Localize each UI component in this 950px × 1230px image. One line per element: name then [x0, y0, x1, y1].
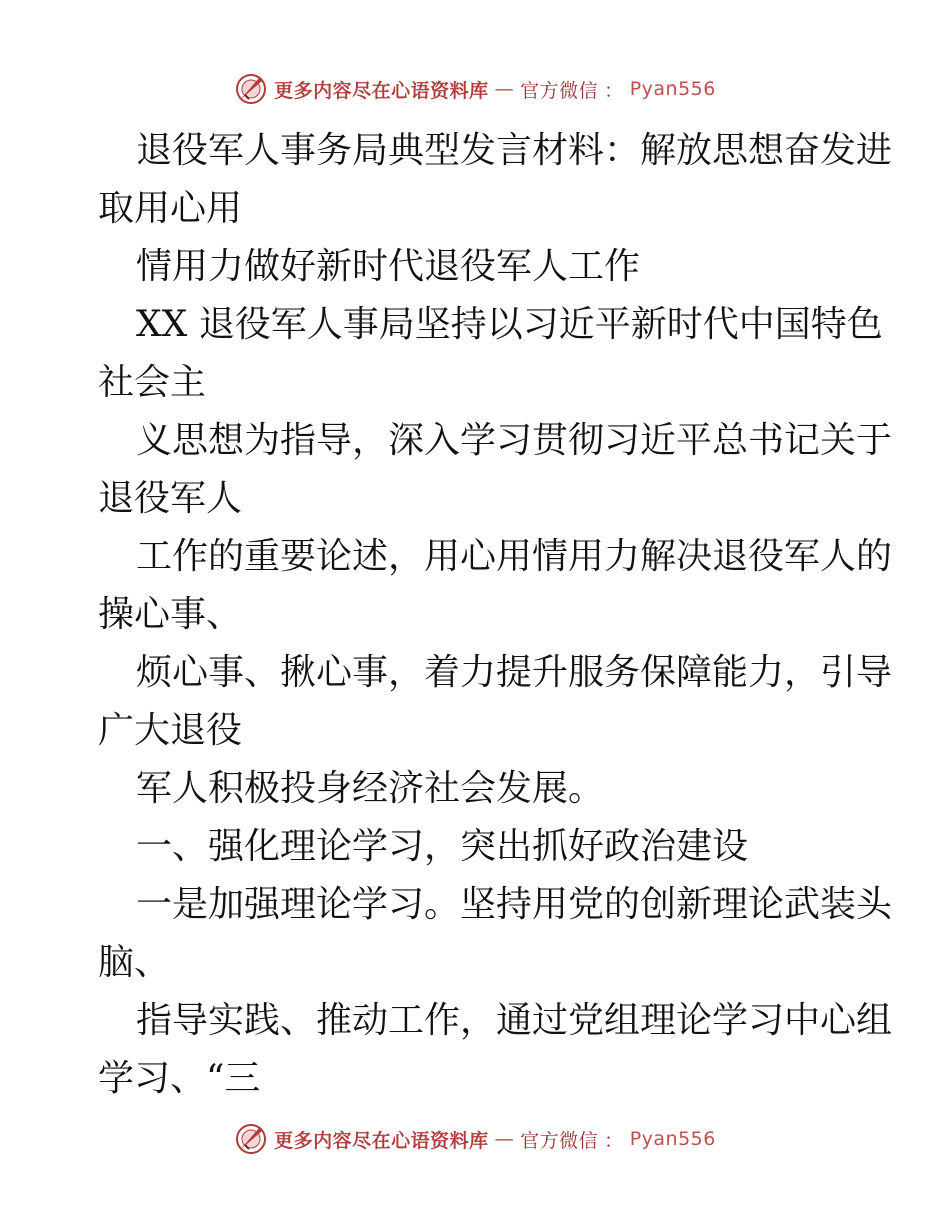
watermark-separator: ： [604, 79, 624, 102]
text-line: 退役军人事务局典型发言材料：解放思想奋发进 [136, 130, 893, 171]
text-line: 取用心用 [98, 188, 243, 229]
text-line: 军人积极投身经济社会发展。 [136, 768, 605, 809]
text-line: 社会主 [98, 362, 207, 403]
text-line: 工作的重要论述，用心用情用力解决退役军人的 [136, 536, 893, 577]
text-line: 操心事、 [98, 594, 243, 635]
watermark-official: 官方微信 [520, 1129, 599, 1152]
text-line: 一是加强理论学习。坚持用党的创新理论武装头 [136, 884, 893, 925]
text-line: 一、强化理论学习，突出抓好政治建设 [136, 826, 749, 867]
watermark-separator: ： [604, 1129, 624, 1152]
watermark-dash: — [494, 78, 515, 100]
document-body [98, 122, 893, 1108]
text-line: XX 退役军人事局坚持以习近平新时代中国特色 [136, 304, 883, 345]
text-line: 广大退役 [98, 710, 243, 751]
text-line: 烦心事、揪心事，着力提升服务保障能力，引导 [136, 652, 893, 693]
text-line: 学习、“三 [98, 1058, 261, 1099]
watermark-brand: 更多内容尽在心语资料库 [274, 79, 489, 102]
watermark-official: 官方微信 [520, 79, 599, 102]
watermark-wechat-id: Pyan556 [629, 78, 716, 100]
text-line: 义思想为指导，深入学习贯彻习近平总书记关于 [136, 420, 893, 461]
watermark-wechat-id: Pyan556 [629, 1128, 716, 1150]
text-line: 退役军人 [98, 478, 243, 519]
footer-watermark [0, 1122, 950, 1156]
header-watermark [0, 72, 950, 106]
quill-logo-icon [234, 72, 268, 106]
quill-logo-icon [234, 1122, 268, 1156]
text-line: 脑、 [98, 942, 171, 983]
watermark-brand: 更多内容尽在心语资料库 [274, 1129, 489, 1152]
text-line: 指导实践、推动工作，通过党组理论学习中心组 [136, 1000, 893, 1041]
watermark-dash: — [494, 1128, 515, 1150]
text-line: 情用力做好新时代退役军人工作 [136, 246, 641, 287]
